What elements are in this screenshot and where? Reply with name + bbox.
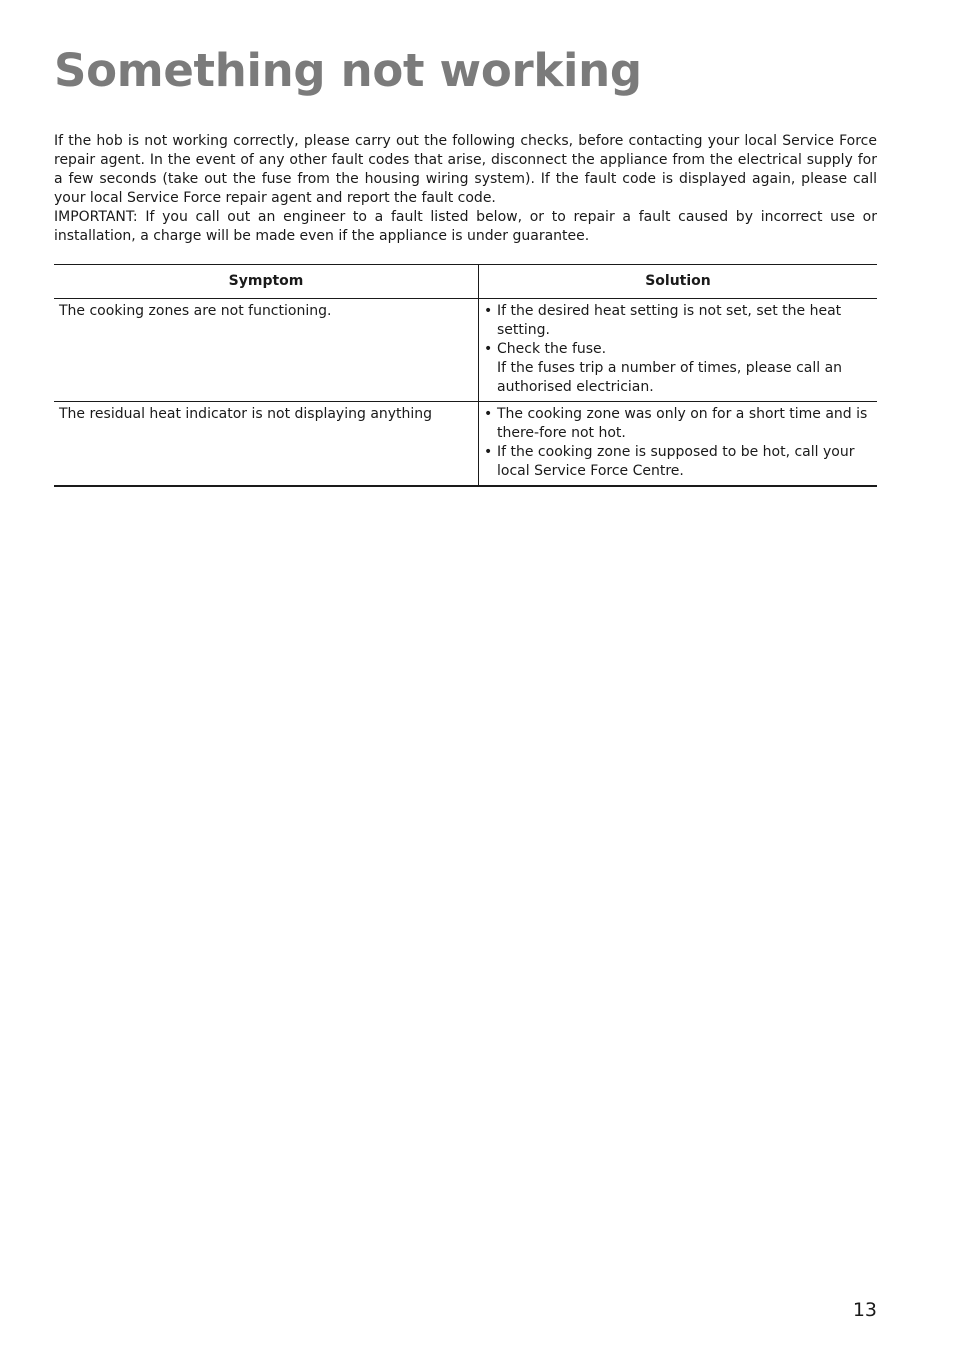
bullet-icon: •: [484, 303, 493, 319]
solution-cell: [479, 299, 878, 402]
solution-item: [484, 405, 873, 443]
solution-header: Solution: [479, 265, 878, 299]
solution-item: [484, 302, 873, 340]
page-number: 13: [852, 1299, 877, 1321]
solution-text: If the cooking zone is supposed to be hot, call your local Service Force Centre.: [497, 444, 855, 479]
solution-list: [484, 405, 873, 481]
solution-item: [484, 443, 873, 481]
table-header-row: [54, 265, 877, 299]
solution-text: If the desired heat setting is not set, set the heat setting.: [497, 303, 842, 338]
symptom-header: Symptom: [54, 265, 479, 299]
symptom-cell: The cooking zones are not functioning.: [54, 299, 479, 402]
bullet-icon: •: [484, 341, 493, 357]
table-row: [54, 299, 877, 402]
fault-table: [54, 264, 877, 487]
solution-item: [484, 340, 873, 397]
solution-cell: [479, 402, 878, 487]
solution-text: The cooking zone was only on for a short time and is there-fore not hot.: [497, 406, 868, 441]
page-title: Something not working: [54, 44, 642, 97]
solution-text: Check the fuse.: [497, 341, 607, 357]
bullet-icon: •: [484, 406, 493, 422]
intro-text: [54, 132, 877, 246]
bullet-icon: •: [484, 444, 493, 460]
symptom-cell: The residual heat indicator is not displaying anything: [54, 402, 479, 487]
solution-list: [484, 302, 873, 397]
table-row: [54, 402, 877, 487]
solution-note: If the fuses trip a number of times, please call an authorised electrician.: [497, 360, 843, 395]
important-notice: IMPORTANT: If you call out an engineer to a fault listed below, or to repair a fault caused by incorrect use or installation, a charge will be made even if the appliance is under guarantee.: [54, 209, 877, 244]
intro-paragraph: If the hob is not working correctly, please carry out the following checks, before contacting your local Service Force repair agent. In the event of any other fault codes that arise, disconnect the appliance from the electrical supply for a few seconds (take out the fuse from the housing wiring system). If the fault code is displayed again, please call your local Service Force repair agent and report the fault code.: [54, 133, 877, 206]
